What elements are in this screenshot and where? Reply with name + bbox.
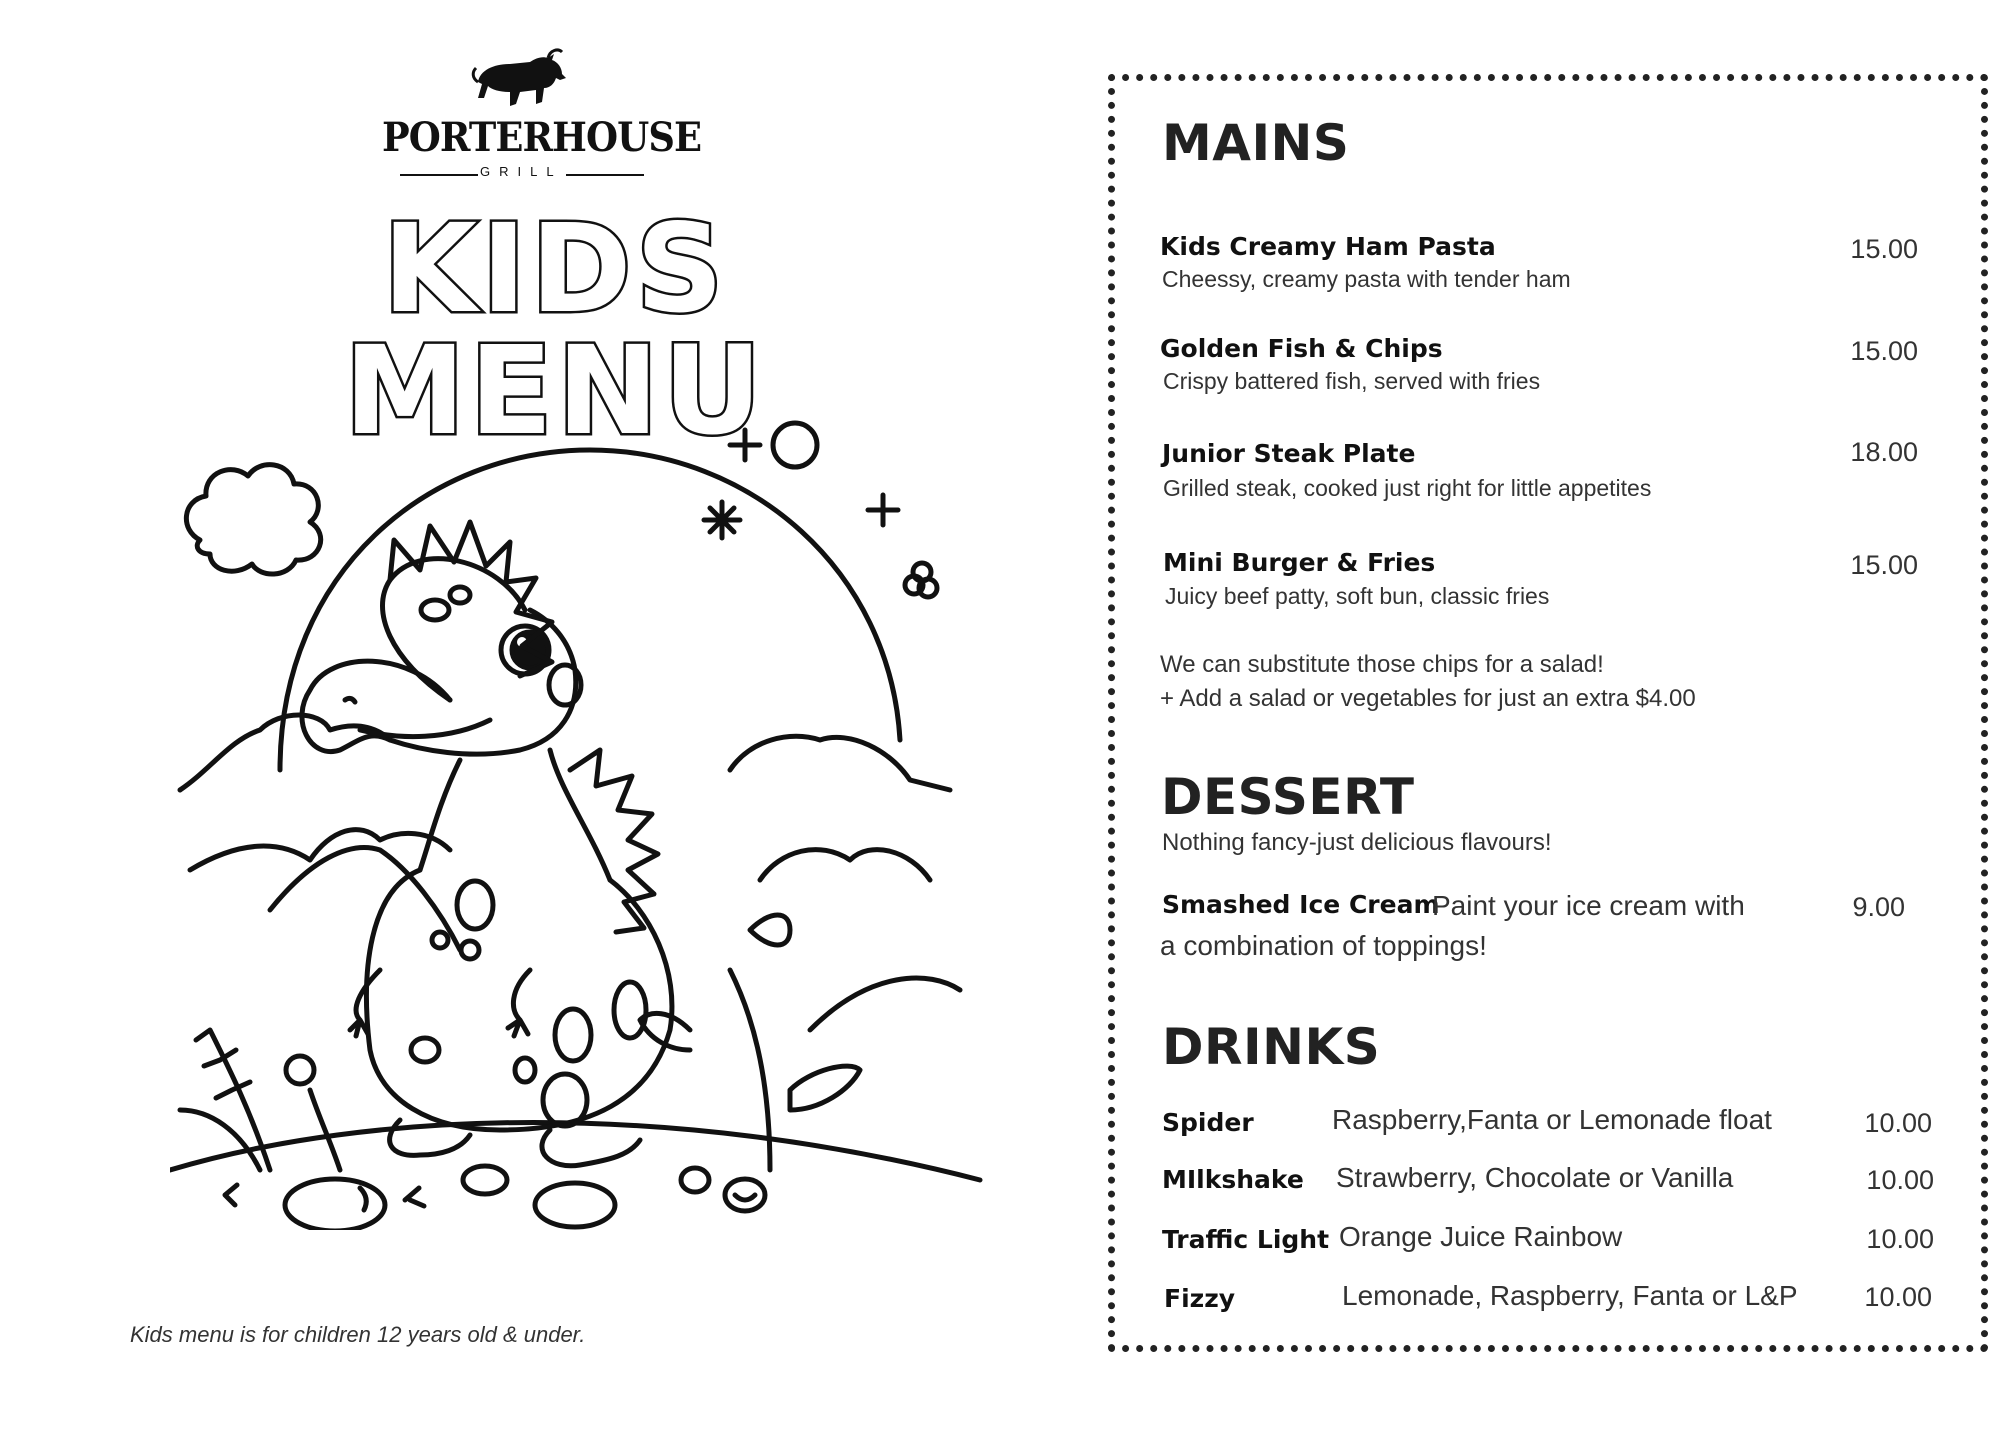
brand-name: PORTERHOUSE — [382, 114, 702, 161]
drink-price: 10.00 — [1866, 1165, 1934, 1195]
drink-desc: Raspberry,Fanta or Lemonade float — [1332, 1104, 1772, 1135]
menu-item-desc: Crispy battered fish, served with fries — [1163, 368, 1541, 394]
drink-desc: Strawberry, Chocolate or Vanilla — [1336, 1162, 1734, 1193]
drink-price: 10.00 — [1864, 1108, 1932, 1138]
brand-subtitle: GRILL — [480, 164, 563, 179]
menu-item-name: Kids Creamy Ham Pasta — [1160, 232, 1496, 261]
menu-item-price: 18.00 — [1850, 437, 1918, 467]
section-heading-mains: MAINS — [1162, 114, 1350, 172]
dessert-tagline: Nothing fancy-just delicious flavours! — [1162, 829, 1552, 856]
substitution-note: We can substitute those chips for a salad! — [1160, 651, 1604, 678]
drink-price: 10.00 — [1866, 1224, 1934, 1254]
menu-item-desc: Juicy beef patty, soft bun, classic fries — [1165, 583, 1550, 609]
drink-desc: Orange Juice Rainbow — [1339, 1221, 1623, 1252]
dinosaur-coloring-icon — [170, 410, 990, 1230]
menu-item-desc: Paint your ice cream with — [1432, 890, 1745, 921]
menu-item-desc: a combination of toppings! — [1160, 930, 1487, 961]
drink-name: Spider — [1162, 1108, 1254, 1137]
menu-item-price: 15.00 — [1850, 336, 1918, 366]
addon-note: + Add a salad or vegetables for just an extra $4.00 — [1160, 685, 1696, 712]
drink-desc: Lemonade, Raspberry, Fanta or L&P — [1342, 1280, 1798, 1311]
menu-item-desc: Grilled steak, cooked just right for little appetites — [1163, 475, 1652, 501]
page-title: KIDS MENU — [344, 198, 766, 462]
section-heading-drinks: DRINKS — [1162, 1018, 1381, 1076]
menu-item-price: 15.00 — [1850, 550, 1918, 580]
drink-price: 10.00 — [1864, 1282, 1932, 1312]
menu-item-name: Golden Fish & Chips — [1160, 334, 1443, 363]
section-heading-dessert: DESSERT — [1161, 768, 1415, 826]
menu-item-name: Smashed Ice Cream — [1162, 890, 1440, 919]
footnote: Kids menu is for children 12 years old & under. — [130, 1322, 586, 1347]
menu-item-desc: Cheessy, creamy pasta with tender ham — [1162, 266, 1571, 292]
menu-item-name: Mini Burger & Fries — [1163, 548, 1436, 577]
bull-icon — [470, 48, 570, 114]
drink-name: MIlkshake — [1162, 1165, 1304, 1194]
menu-item-name: Junior Steak Plate — [1162, 439, 1416, 468]
brand-rule-left — [400, 174, 478, 176]
menu-item-price: 15.00 — [1850, 234, 1918, 264]
drink-name: Traffic Light — [1162, 1225, 1330, 1254]
brand-rule-right — [566, 174, 644, 176]
drink-name: Fizzy — [1164, 1284, 1236, 1313]
menu-item-price: 9.00 — [1852, 892, 1905, 922]
